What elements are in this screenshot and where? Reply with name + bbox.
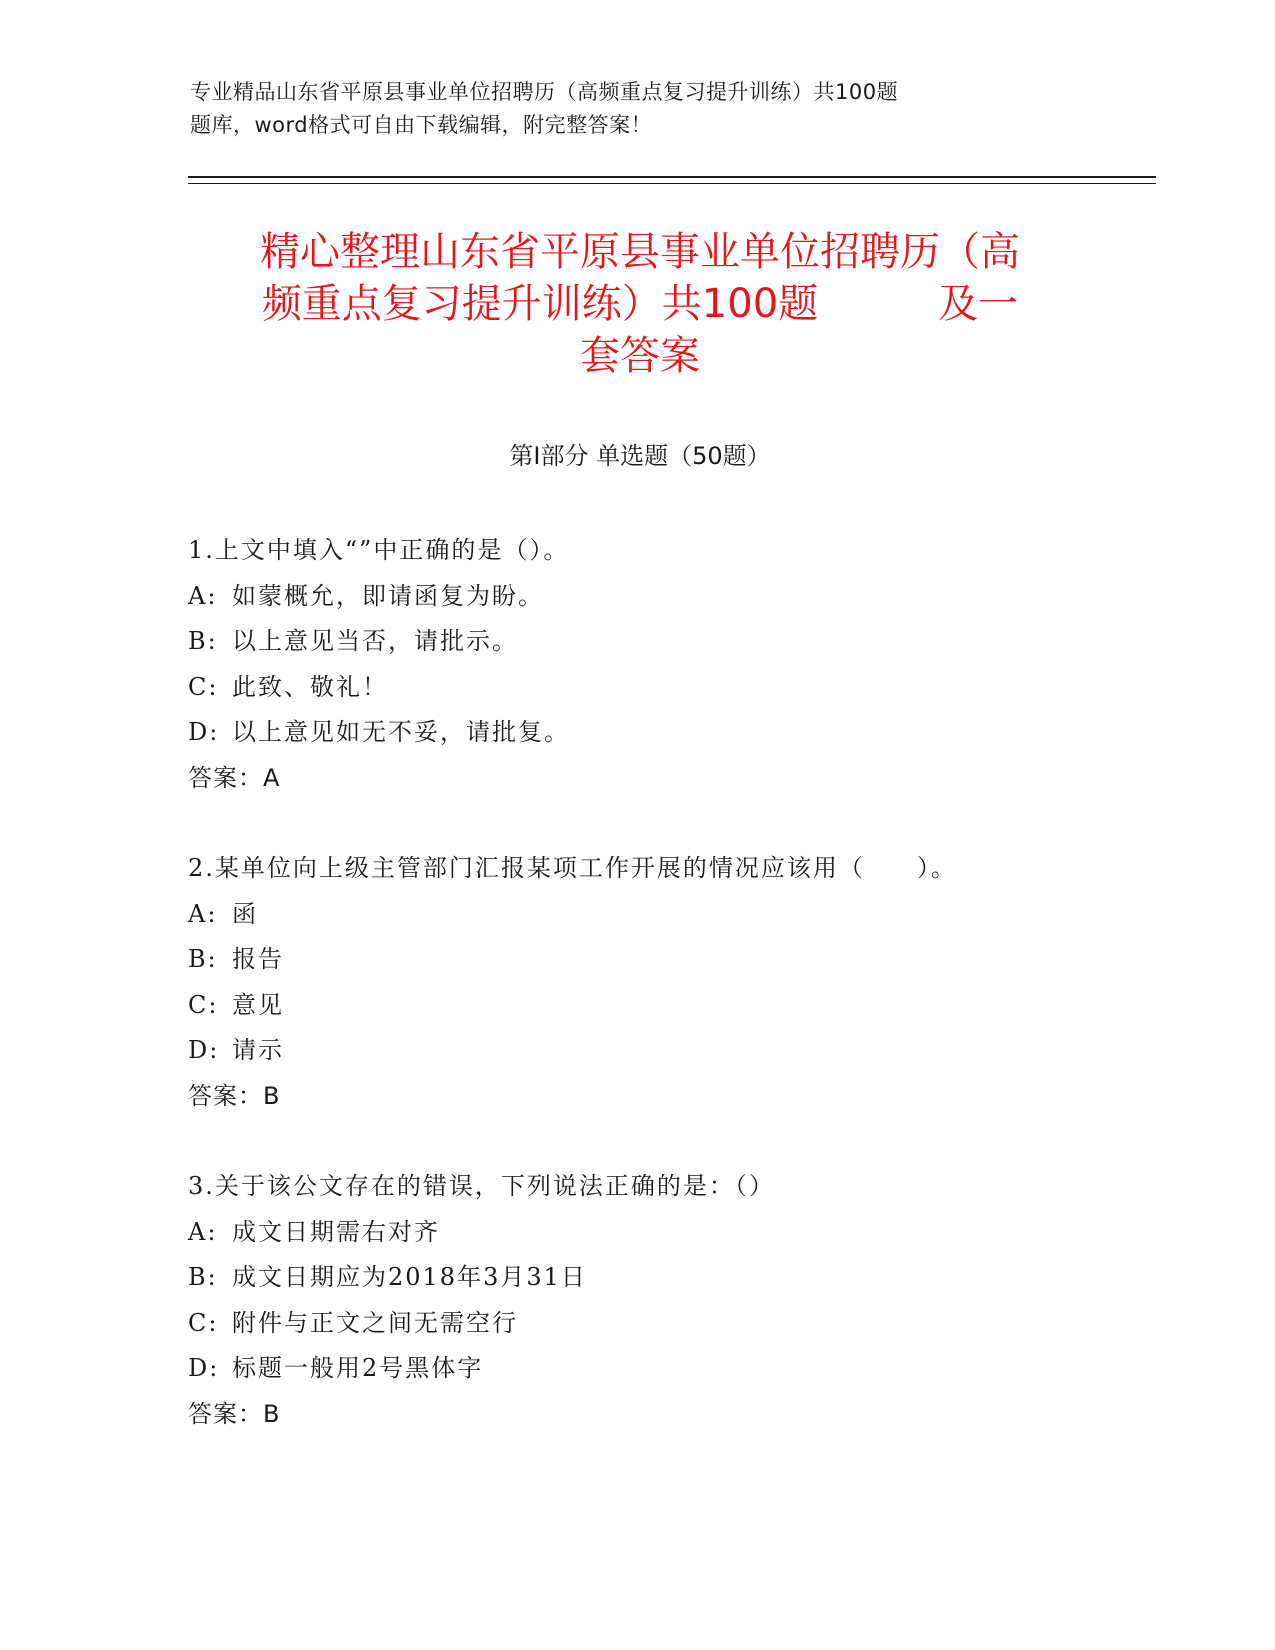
title-line-2 xyxy=(190,278,1090,330)
option-key: B: xyxy=(188,627,218,655)
header-note-line-2: 题库，word格式可自由下载编辑，附完整答案！ xyxy=(190,113,653,137)
header-divider-thick xyxy=(188,176,1156,178)
option-key: C: xyxy=(188,990,219,1019)
question-3 xyxy=(188,1164,1088,1437)
question-stem: 2.某单位向上级主管部门汇报某项工作开展的情况应该用（ ）。 xyxy=(188,854,957,882)
option-c xyxy=(188,1301,1088,1347)
answer-line: 答案：B xyxy=(188,1399,281,1428)
option-d xyxy=(188,710,1088,756)
title-line-3: 套答案 xyxy=(580,333,700,379)
option-b xyxy=(188,937,1088,983)
option-text: 请示 xyxy=(232,1036,284,1064)
answer-line: 答案：B xyxy=(188,1081,281,1110)
question-stem: 3.关于该公文存在的错误，下列说法正确的是：（） xyxy=(188,1172,775,1200)
title-line-2-part-a: 频重点复习提升训练）共100题 xyxy=(261,281,819,327)
option-text: 以上意见如无不妥，请批复。 xyxy=(232,718,570,746)
option-key: A: xyxy=(188,1217,218,1246)
option-text: 标题一般用2号黑体字 xyxy=(232,1354,484,1382)
question-1 xyxy=(188,528,1088,801)
option-d xyxy=(188,1346,1088,1392)
option-key: A: xyxy=(188,899,218,928)
option-key: D: xyxy=(188,718,220,746)
answer-line: 答案：A xyxy=(188,763,281,792)
option-a xyxy=(188,892,1088,938)
option-key: C: xyxy=(188,1308,219,1337)
option-c xyxy=(188,983,1088,1029)
title-line-1: 精心整理山东省平原县事业单位招聘历（高 xyxy=(260,229,1020,275)
option-key: C: xyxy=(188,672,219,701)
option-text: 报告 xyxy=(232,945,284,973)
option-text: 附件与正文之间无需空行 xyxy=(232,1308,518,1337)
option-c xyxy=(188,665,1088,711)
option-d xyxy=(188,1028,1088,1074)
option-key: A: xyxy=(188,581,218,610)
section-title: 第Ⅰ部分 单选题（50题） xyxy=(509,442,771,470)
option-key: D: xyxy=(188,1354,220,1382)
option-text: 成文日期应为2018年3月31日 xyxy=(232,1263,587,1291)
option-a xyxy=(188,574,1088,620)
header-divider-thin xyxy=(188,183,1156,184)
title-line-2-part-b: 及一 xyxy=(938,281,1019,327)
option-text: 成文日期需右对齐 xyxy=(232,1217,440,1246)
option-key: D: xyxy=(188,1036,220,1064)
document-header-note xyxy=(190,76,1050,142)
option-b xyxy=(188,619,1088,665)
document-title xyxy=(190,226,1090,382)
option-text: 函 xyxy=(232,899,258,928)
option-a xyxy=(188,1210,1088,1256)
option-key: B: xyxy=(188,945,218,973)
option-key: B: xyxy=(188,1263,218,1291)
option-text: 以上意见当否，请批示。 xyxy=(232,627,518,655)
question-2 xyxy=(188,846,1088,1119)
question-stem: 1.上文中填入“”中正确的是（）。 xyxy=(188,536,570,564)
header-note-line-1: 专业精品山东省平原县事业单位招聘历（高频重点复习提升训练）共100题 xyxy=(190,80,899,104)
option-b xyxy=(188,1255,1088,1301)
option-text: 如蒙概允，即请函复为盼。 xyxy=(232,581,544,610)
option-text: 意见 xyxy=(232,990,284,1019)
option-text: 此致、敬礼！ xyxy=(232,672,388,701)
